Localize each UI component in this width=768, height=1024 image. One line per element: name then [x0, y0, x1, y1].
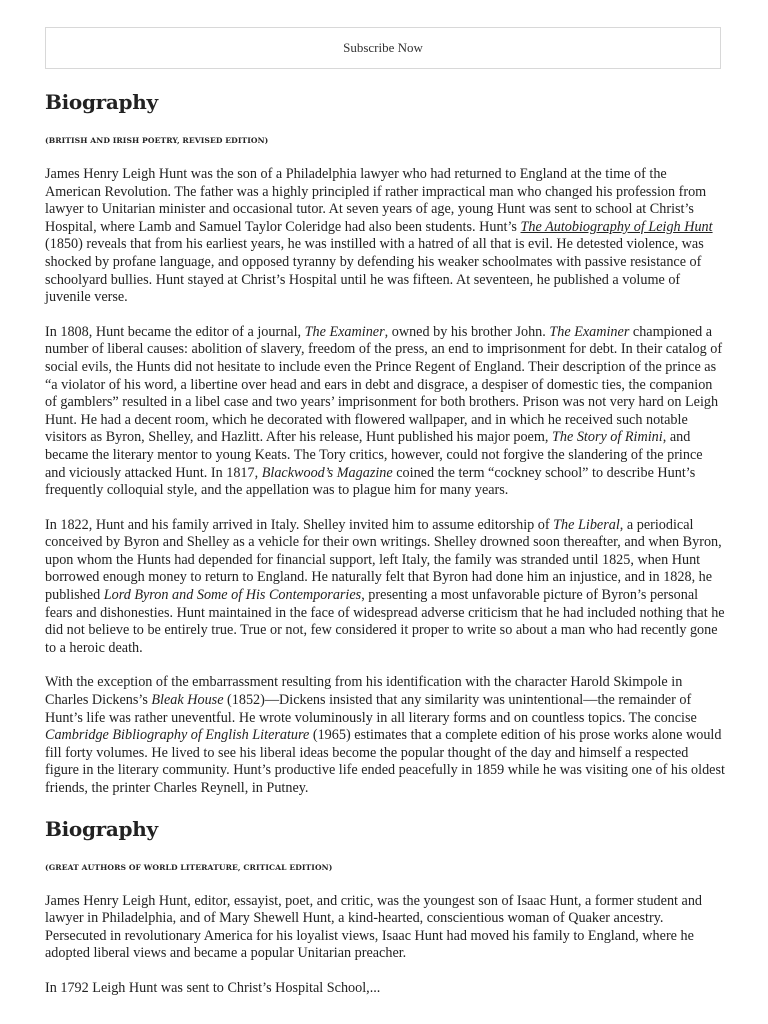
subscribe-label: Subscribe Now: [343, 40, 423, 55]
text-run: , owned by his brother John.: [384, 323, 550, 340]
section-heading: Biography: [45, 816, 158, 841]
text-run: In 1808, Hunt became the editor of a journal,: [45, 323, 305, 340]
title-italic: The Story of Rimini: [551, 429, 663, 446]
title-italic: Blackwood’s Magazine: [261, 464, 393, 481]
text-run: With the exception of the embarrassment resulting from his identification with the character Harold Skimpole in Charles Dickens’s: [45, 674, 683, 709]
text-run: coined the term “cockney school” to describe Hunt’s frequently colloquial style, and the appellation was to plague him for many years.: [45, 464, 696, 499]
paragraph: [45, 166, 725, 307]
text-run: In 1822, Hunt and his family arrived in Italy. Shelley invited him to assume editorship of: [45, 516, 554, 533]
text-run: (1850) reveals that from his earliest years, he was instilled with a hatred of all that is evil. He detested violence, was shocked by profane language, and opposed tyranny by defending his weaker schoolmates with passive resistance of schoolyard bullies. Hunt stayed at Christ’s Hospital until he was fifteen. At seventeen, he published a volume of juvenile verse.: [45, 236, 704, 306]
text-run: , and became the literary mentor to young Keats. The Tory critics, however, could not forgive the slandering of the prince and viciously attacked Hunt. In 1817,: [45, 429, 703, 481]
text-run: , presenting a most unfavorable picture of Byron’s personal fears and dishonesties. Hunt maintained in the face of widespread adverse criticism that he had included nothing that he did not believe to be entirely true. True or not, few considered it proper to write so about a man who had recently gone to a heroic death.: [45, 587, 725, 656]
paragraph: [45, 517, 725, 658]
biography-section-1: [45, 88, 725, 798]
document-body: [45, 88, 725, 1015]
source-label: (GREAT AUTHORS OF WORLD LITERATURE, CRITICAL EDITION): [45, 862, 333, 872]
title-italic: The Examiner: [549, 323, 630, 340]
title-italic: Lord Byron and Some of His Contemporaries: [103, 587, 362, 604]
biography-section-2: [45, 815, 725, 998]
text-run: (1852)—Dickens insisted that any similarity was unintentional—the remainder of Hunt’s life was rather uneventful. He wrote voluminously in all literary forms and on countless topics. The concise: [45, 692, 697, 726]
text-run: (1965) estimates that a complete edition of his prose works alone would fill forty volumes. He lived to see his liberal ideas become the popular thought of the day and himself a respected figure in the literary community. Hunt’s productive life ended peacefully in 1859 while he was visiting one of his oldest friends, the printer Charles Reynell, in Putney.: [45, 727, 725, 796]
paragraph: James Henry Leigh Hunt, editor, essayist, poet, and critic, was the youngest son of Isaac Hunt, a former student and lawyer in Philadelphia, and of Mary Shewell Hunt, a kind-hearted, conscientious woman of Quaker ancestry. Persecuted in revolutionary America for his loyalist views, Isaac Hunt had moved his family to England, where he adopted liberal views and became a popular Unitarian preacher.: [45, 892, 703, 962]
paragraph: [45, 674, 725, 797]
paragraph: [45, 324, 725, 500]
paragraph: In 1792 Leigh Hunt was sent to Christ’s Hospital School,...: [45, 979, 381, 996]
title-italic: The Examiner: [304, 323, 385, 340]
title-italic: Bleak House: [151, 692, 224, 709]
text-run: , a periodical conceived by Byron and Shelley as a vehicle for their own writings. Shelley drowned soon thereafter, and when Byron, upon whom the Hunts had depended for financial support, left Italy, the family was stranded until 1825, when Hunt borrowed enough money to return to England. He naturally felt that Byron had done him an injustice, and in 1828, he published: [45, 516, 722, 604]
title-italic: Cambridge Bibliography of English Literature: [45, 727, 310, 744]
source-label: (BRITISH AND IRISH POETRY, REVISED EDITION): [45, 136, 269, 145]
title-italic: The Liberal: [553, 516, 620, 533]
autobiography-link[interactable]: The Autobiography of Leigh Hunt: [520, 218, 713, 235]
text-run: James Henry Leigh Hunt was the son of a Philadelphia lawyer who had returned to England at the time of the American Revolution. The father was a highly principled if rather impractical man who changed his profession from lawyer to Unitarian minister and occasional tutor. At seven years of age, young Hunt was sent to school at Christ’s Hospital, where Lamb and Samuel Taylor Coleridge had also been students. Hunt’s: [45, 166, 707, 235]
text-run: championed a number of liberal causes: abolition of slavery, freedom of the press, an end to imprisonment for debt. In their catalog of social evils, the Hunts did not hesitate to include even the Prince Regent of England. Their description of the prince as “a violator of his word, a libertine over head and ears in debt and disgrace, a despiser of domestic ties, the companion of gamblers” resulted in a libel case and two years’ imprisonment for both brothers. Prison was not very hard on Leigh Hunt. He had a decent room, which he decorated with flowered wallpaper, and in which he received such notable visitors as Byron, Shelley, and Hazlitt. After his release, Hunt published his major poem,: [45, 323, 723, 446]
section-heading: Biography: [45, 90, 158, 114]
subscribe-button[interactable]: [45, 27, 721, 69]
